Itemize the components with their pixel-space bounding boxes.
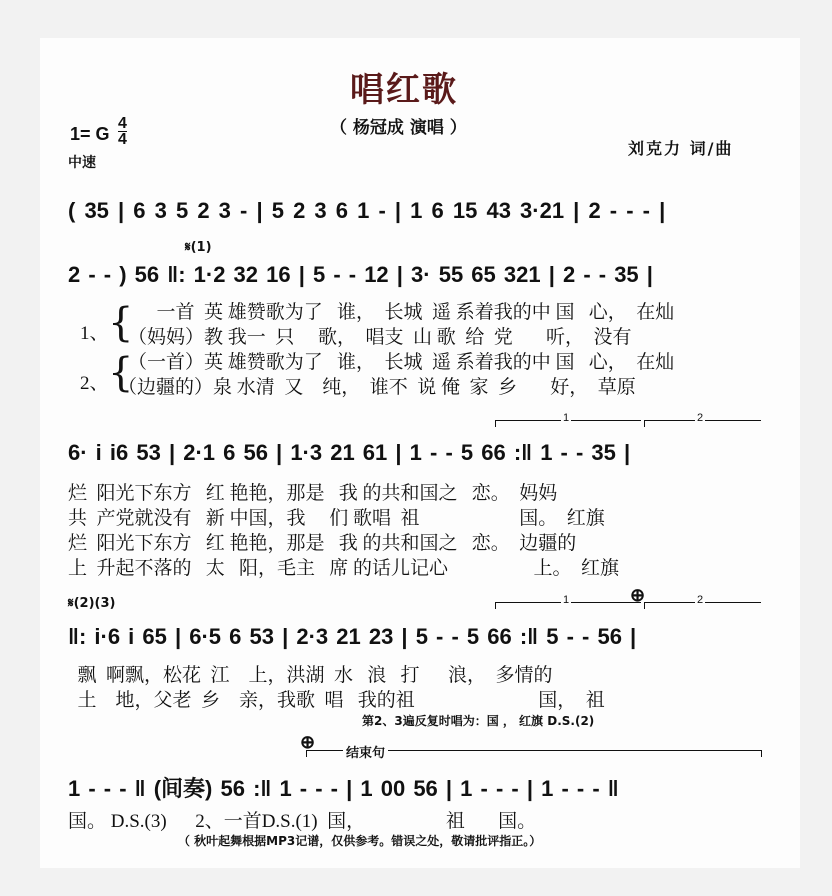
verse-brace-2: { [108,350,134,396]
notation-line-4: ‖: i·6 i 65 | 6·5 6 53 | 2·3 21 23 | 5 - - 5 66 :‖ 5 - - 56 | [68,624,637,649]
coda-icon: ⊕ [300,732,316,752]
volta-bracket-1: 1 [495,420,641,427]
coda-icon: ⊕ [630,585,646,605]
verse-brace-1: { [108,300,134,346]
lyric-line: 一首 英 雄赞歌为了 谁， 长城 遥 系着我的中 国 心， 在灿 [128,302,675,323]
score-line-4 [68,624,636,650]
volta-bracket-2: 2 [644,602,761,609]
key-signature: 1= G [70,124,110,144]
tempo-marking: 中速 [68,155,96,171]
score-line-1 [68,198,665,224]
lyric-line: （边疆的）泉 水清 又 纯， 谁不 说 俺 家 乡 好， 草原 [118,377,636,398]
lyric-line: 飘 啊飘，松花 江 上，洪湖 水 浪 打 浪， 多情的 [68,665,553,686]
score-line-3 [68,440,630,466]
lyric-line: 共 产党就没有 新 中国，我 们 歌唱 祖 国。 红旗 [68,508,605,529]
performer-credit: （ 杨冠成 演唱 ） [330,118,467,138]
verse-label-2: 2、 [80,373,109,394]
notation-line-2: 2 - - ) 56 ‖: 1·2 32 16 | 5 - - 12 | 3· 55 65 321 | 2 - - 35 | [68,262,653,287]
verse-label-1: 1、 [80,323,109,344]
score-line-5 [68,772,619,803]
notation-line-5: 1 - - - ‖ (间奏) 56 :‖ 1 - - - | 1 00 56 | 1 - - - | 1 - - - ‖ [68,776,619,801]
coda-label: 结束句 [343,742,388,761]
lyric-line: （妈妈）教 我一 只 歌， 唱支 山 歌 给 党 听， 没有 [128,327,632,348]
lyric-line: 烂 阳光下东方 红 艳艳，那是 我 的共和国之 恋。 妈妈 [68,483,558,504]
transcriber-note: （ 秋叶起舞根据MP3记谱，仅供参考。错误之处，敬请批评指正。） [178,834,542,848]
lyric-line: 土 地，父老 乡 亲，我歌 唱 我的祖 国， 祖 [68,690,605,711]
segno-mark-2-3: 𝄋(2)(3) [68,596,116,611]
notation-line-3: 6· i i6 53 | 2·1 6 56 | 1·3 21 61 | 1 - - 5 66 :‖ 1 - - 35 | [68,440,631,465]
repeat-note: 第2、3遍反复时唱为：国 ， 红旗 D.S.(2) [362,714,595,728]
lyric-line: 上 升起不落的 太 阳，毛主 席 的话儿记心 上。 红旗 [68,558,620,579]
score-line-2 [68,262,653,288]
time-signature: 4 4 [118,115,127,148]
song-title: 唱红歌 [350,70,458,110]
lyric-line: 烂 阳光下东方 红 艳艳，那是 我 的共和国之 恋。 边疆的 [68,533,577,554]
lyric-line: （一首）英 雄赞歌为了 谁， 长城 遥 系着我的中 国 心， 在灿 [128,352,675,373]
volta-bracket-2: 2 [644,420,761,427]
volta-bracket-1: 1 [495,602,641,609]
lyric-line: 国。 D.S.(3) 2、一首D.S.(1) 国， 祖 国。 [68,811,537,832]
author-credit: 刘克力 词/曲 [628,139,734,158]
notation-line-1: ( 35 | 6 3 5 2 3 - | 5 2 3 6 1 - | 1 6 15 43 3·21 | 2 - - - | [68,198,666,223]
segno-mark-1: 𝄋(1) [185,240,212,255]
